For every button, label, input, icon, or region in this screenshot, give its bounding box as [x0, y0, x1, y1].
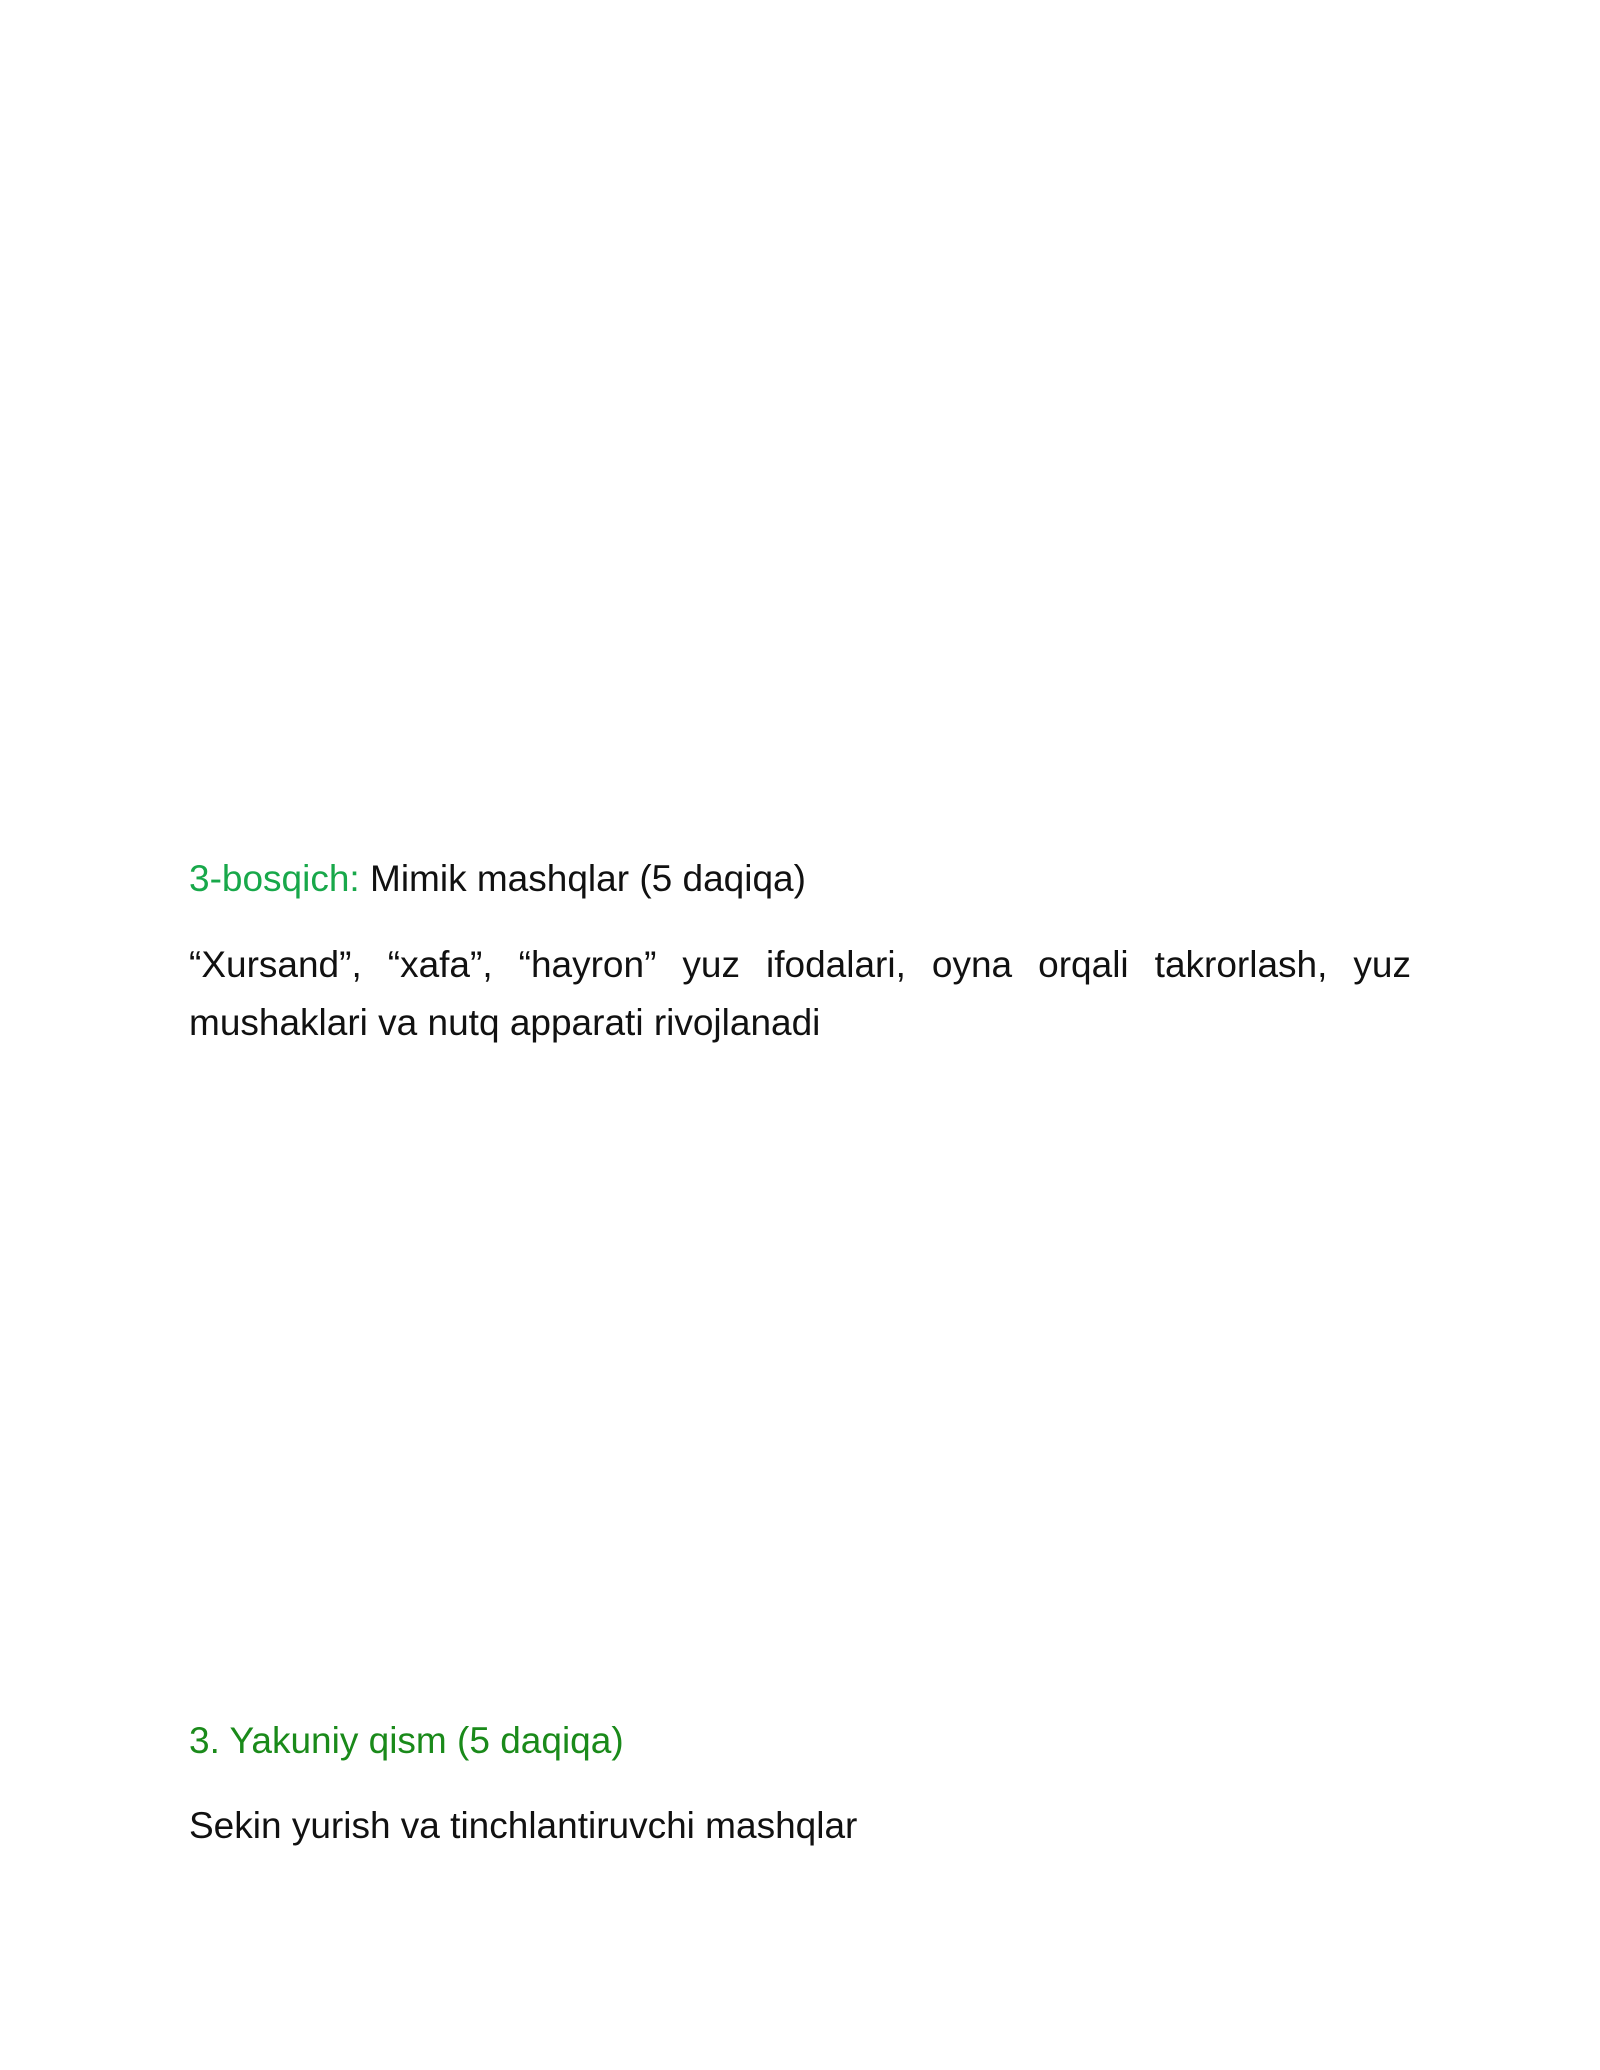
stage-3-title: Mimik mashqlar (5 daqiqa) [359, 858, 806, 899]
stage-3-label: 3-bosqich: [189, 858, 360, 899]
final-part-description: Sekin yurish va tinchlantiruvchi mashqlar [189, 1805, 858, 1846]
stage-3-heading [189, 850, 1411, 908]
stage-3-description: “Xursand”, “xafa”, “hayron” yuz ifodalari, oyna orqali takrorlash, yuz mushaklari va nutq apparati rivojlanadi [189, 944, 1411, 1043]
final-part-heading: 3. Yakuniy qism (5 daqiqa) [189, 1720, 624, 1761]
